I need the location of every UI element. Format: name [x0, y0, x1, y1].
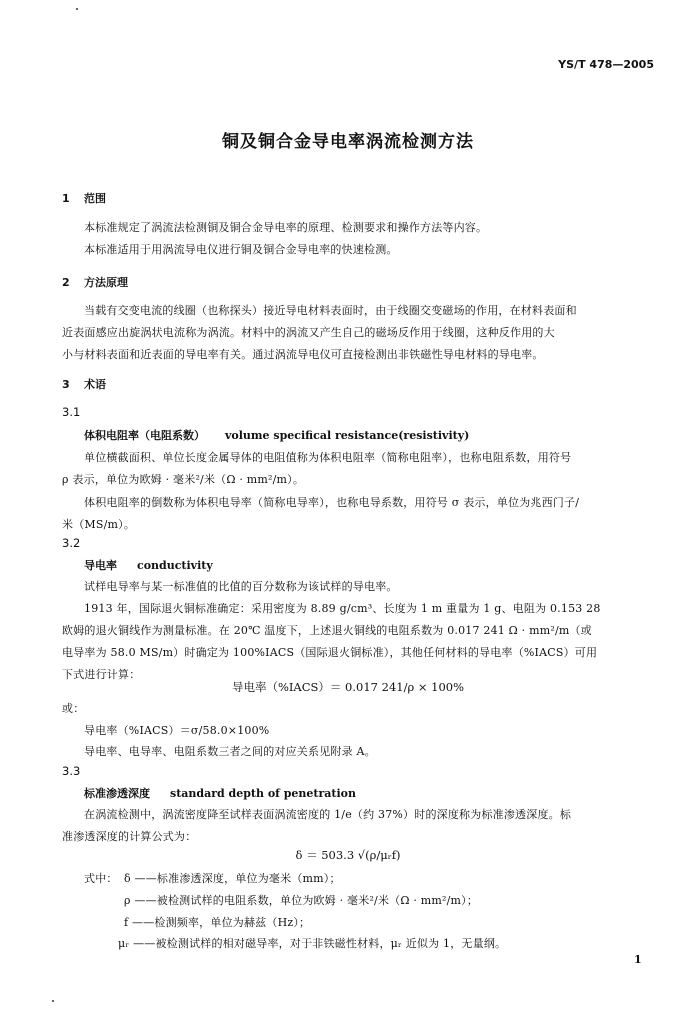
or-label: 或： [62, 702, 85, 715]
term-3-2-line: 1913 年，国际退火铜标准确定：采用密度为 8.89 g/cm³、长度为 1 m 重量为 1 g、电阻为 0.153 28 [84, 602, 601, 615]
term-3-1-line: 米（MS/m）。 [62, 518, 136, 531]
term-3-2-line: 欧姆的退火铜线作为测量标准。在 20℃ 温度下，上述退火铜线的电阻系数为 0.017 241 Ω · mm²/m（或 [62, 624, 592, 637]
section-number: 2 [62, 276, 70, 289]
standard-number: YS/T 478—2005 [558, 58, 654, 71]
section-title: 范围 [84, 192, 106, 205]
subsection-3-2-number: 3.2 [62, 536, 81, 550]
term-3-2-line: 电导率为 58.0 MS/m）时确定为 100%IACS（国际退火铜标准），其他任何材料的导电率（%IACS）可用 [62, 646, 598, 659]
section-2-line: 近表面感应出旋涡状电流称为涡流。材料中的涡流又产生自己的磁场反作用于线圈，这种反作用的大 [62, 326, 555, 339]
term-3-2 [84, 557, 213, 573]
variable-definition: f ——检测频率，单位为赫兹（Hz）； [124, 916, 311, 929]
section-2-line: 小与材料表面和近表面的导电率有关。通过涡流导电仪可直接检测出非铁磁性导电材料的导电率。 [62, 348, 544, 361]
variable-definition: μᵣ ——被检测试样的相对磁导率，对于非铁磁性材料，μᵣ 近似为 1，无量纲。 [118, 937, 507, 950]
term-3-3 [84, 785, 356, 801]
appendix-note: 导电率、电导率、电阻系数三者之间的对应关系见附录 A。 [84, 745, 376, 758]
term-cn: 标准渗透深度 [84, 787, 150, 800]
where-label: 式中： [84, 872, 118, 885]
section-title: 方法原理 [84, 276, 128, 289]
term-cn: 导电率 [84, 559, 117, 572]
term-3-1 [84, 427, 469, 443]
term-3-2-line: 下式进行计算： [62, 668, 141, 681]
term-3-3-line: 准渗透深度的计算公式为： [62, 830, 197, 843]
section-number: 1 [62, 192, 70, 205]
term-cn: 体积电阻率（电阻系数） [84, 429, 205, 442]
section-2-line: 当载有交变电流的线圈（也称探头）接近导电材料表面时，由于线圈交变磁场的作用，在材料表面和 [84, 304, 577, 317]
document-title: 铜及铜合金导电率涡流检测方法 [222, 132, 474, 152]
term-3-2-line: 试样电导率与某一标准值的比值的百分数称为该试样的导电率。 [84, 580, 398, 593]
section-2-heading [62, 274, 128, 290]
section-1-paragraph-1: 本标准规定了涡流法检测铜及铜合金导电率的原理、检测要求和操作方法等内容。 [84, 221, 488, 234]
formula-conductivity-from-sigma: 导电率（%IACS）＝σ/58.0×100% [84, 724, 270, 737]
term-en: volume specifical resistance(resistivity) [225, 429, 470, 442]
scan-speck-bottom [52, 1000, 54, 1002]
variable-definition: ρ ——被检测试样的电阻系数，单位为欧姆 · 毫米²/米（Ω · mm²/m）； [124, 894, 479, 907]
page-number: 1 [634, 953, 642, 966]
section-3-heading [62, 376, 106, 392]
formula-penetration-depth: δ ＝ 503.3 √(ρ/μᵣf) [295, 848, 401, 862]
section-1-paragraph-2: 本标准适用于用涡流导电仪进行铜及铜合金导电率的快速检测。 [84, 243, 398, 256]
section-number: 3 [62, 378, 70, 391]
section-title: 术语 [84, 378, 106, 391]
term-en: conductivity [137, 559, 213, 572]
term-3-1-line: 单位横截面积、单位长度金属导体的电阻值称为体积电阻率（简称电阻率），也称电阻系数，用符号 [84, 451, 572, 464]
variable-definition: δ ——标准渗透深度，单位为毫米（mm）； [124, 872, 341, 885]
term-3-1-line: 体积电阻率的倒数称为体积电导率（简称电导率），也称电导系数，用符号 σ 表示，单位为兆西门子/ [84, 496, 580, 509]
subsection-3-1-number: 3.1 [62, 405, 81, 419]
term-3-1-line: ρ 表示，单位为欧姆 · 毫米²/米（Ω · mm²/m）。 [62, 473, 305, 486]
term-en: standard depth of penetration [170, 787, 357, 800]
subsection-3-3-number: 3.3 [62, 764, 81, 778]
term-3-3-line: 在涡流检测中，涡流密度降至试样表面涡流密度的 1/e（约 37%）时的深度称为标准渗透深度。标 [84, 808, 572, 821]
formula-conductivity-from-resistivity: 导电率（%IACS）＝ 0.017 241/ρ × 100% [231, 680, 465, 694]
section-1-heading [62, 190, 106, 206]
scan-speck-top [76, 8, 78, 10]
